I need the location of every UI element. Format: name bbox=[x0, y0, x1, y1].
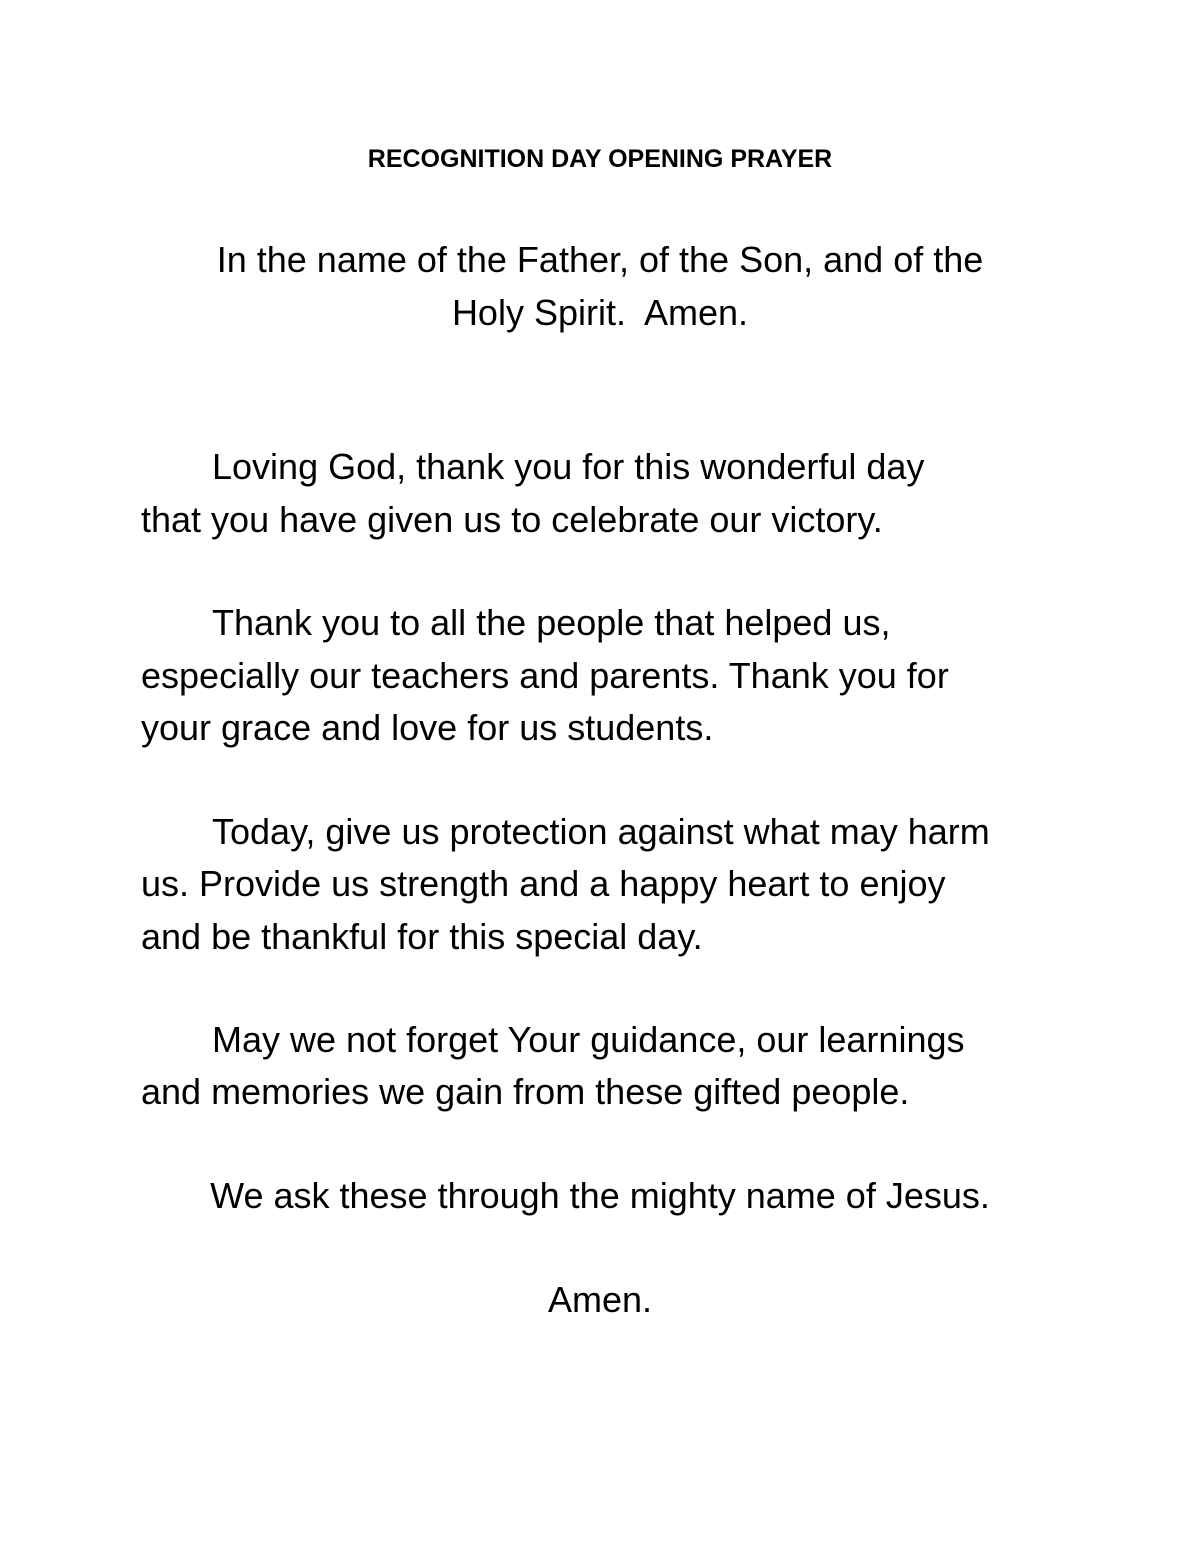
paragraph-3-line-1: Today, give us protection against what may harm bbox=[212, 811, 990, 852]
paragraph-2-line-3: your grace and love for us students. bbox=[141, 707, 714, 748]
closing-line: We ask these through the mighty name of Jesus. bbox=[210, 1175, 990, 1216]
paragraph-1-line-1: Loving God, thank you for this wonderful day bbox=[212, 446, 925, 487]
paragraph-3-line-3: and be thankful for this special day. bbox=[141, 916, 703, 957]
invocation-line-1: In the name of the Father, of the Son, and of the bbox=[216, 239, 984, 280]
paragraph-4-line-1: May we not forget Your guidance, our learnings bbox=[212, 1019, 965, 1060]
document-title: RECOGNITION DAY OPENING PRAYER bbox=[367, 145, 833, 173]
paragraph-2-line-2: especially our teachers and parents. Thank you for bbox=[141, 655, 949, 696]
paragraph-3-line-2: us. Provide us strength and a happy heart to enjoy bbox=[141, 863, 946, 904]
paragraph-1-line-2: that you have given us to celebrate our victory. bbox=[141, 499, 883, 540]
paragraph-4-line-2: and memories we gain from these gifted people. bbox=[141, 1071, 910, 1112]
paragraph-2-line-1: Thank you to all the people that helped us, bbox=[212, 602, 891, 643]
amen-line: Amen. bbox=[547, 1279, 653, 1320]
invocation-line-2: Holy Spirit. Amen. bbox=[451, 292, 749, 333]
